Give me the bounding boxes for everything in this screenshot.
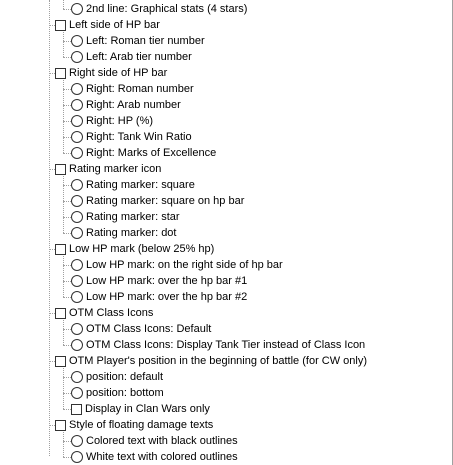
checkbox[interactable] xyxy=(55,244,66,255)
tree-line-group xyxy=(63,80,64,153)
tree-branch xyxy=(63,89,71,90)
item-label: OTM Class Icons: Display Tank Tier instead of Class Icon xyxy=(86,339,366,351)
tree-branch xyxy=(63,9,71,10)
item-label: Rating marker: dot xyxy=(86,227,177,239)
list-item[interactable] xyxy=(55,241,214,257)
tree-branch xyxy=(63,201,71,202)
list-item[interactable] xyxy=(55,161,161,177)
radio-button[interactable] xyxy=(71,371,83,383)
list-item[interactable] xyxy=(55,65,167,81)
list-item[interactable] xyxy=(71,257,283,273)
item-label: Colored text with black outlines xyxy=(86,435,238,447)
checkbox[interactable] xyxy=(55,20,66,31)
item-label: Left side of HP bar xyxy=(69,19,160,31)
tree-branch xyxy=(63,281,71,282)
tree-branch xyxy=(63,265,71,266)
item-label: Right: Marks of Excellence xyxy=(86,147,217,159)
item-label: White text with colored outlines xyxy=(86,451,238,463)
tree-branch xyxy=(63,41,71,42)
list-item[interactable] xyxy=(71,369,163,385)
item-label: Rating marker: square on hp bar xyxy=(86,195,245,207)
list-item[interactable] xyxy=(55,353,367,369)
item-label: Right: Tank Win Ratio xyxy=(86,131,192,143)
radio-button[interactable] xyxy=(71,387,83,399)
checkbox[interactable] xyxy=(55,308,66,319)
tree-line-group xyxy=(63,0,64,9)
radio-button[interactable] xyxy=(71,435,83,447)
radio-button[interactable] xyxy=(71,451,83,463)
radio-button[interactable] xyxy=(71,115,83,127)
list-item[interactable] xyxy=(71,193,244,209)
item-label: position: bottom xyxy=(86,387,164,399)
radio-button[interactable] xyxy=(71,291,83,303)
tree-branch xyxy=(63,457,71,458)
checkbox[interactable] xyxy=(55,68,66,79)
item-label: Rating marker: square xyxy=(86,179,195,191)
list-item[interactable] xyxy=(71,449,238,465)
item-label: position: default xyxy=(86,371,164,383)
list-item[interactable] xyxy=(71,129,192,145)
item-label: 2nd line: Graphical stats (4 stars) xyxy=(86,3,248,15)
list-item[interactable] xyxy=(55,305,153,321)
item-label: Right: Roman number xyxy=(86,83,194,95)
tree-line-root xyxy=(49,0,50,456)
list-item[interactable] xyxy=(71,81,194,97)
tree-branch xyxy=(63,121,71,122)
tree-branch xyxy=(63,377,71,378)
list-item[interactable] xyxy=(71,97,181,113)
radio-button[interactable] xyxy=(71,275,83,287)
item-label: Display in Clan Wars only xyxy=(85,403,210,415)
radio-button[interactable] xyxy=(71,227,83,239)
tree-branch xyxy=(63,57,71,58)
item-label: OTM Player's position in the beginning of battle (for CW only) xyxy=(69,355,368,367)
list-item[interactable] xyxy=(71,433,238,449)
radio-button[interactable] xyxy=(71,259,83,271)
tree-branch xyxy=(63,297,71,298)
item-label: Left: Roman tier number xyxy=(86,35,205,47)
list-item[interactable] xyxy=(71,177,195,193)
tree-branch xyxy=(63,185,71,186)
list-item[interactable] xyxy=(55,417,213,433)
radio-button[interactable] xyxy=(71,323,83,335)
radio-button[interactable] xyxy=(71,3,83,15)
item-label: Style of floating damage texts xyxy=(69,419,214,431)
list-item[interactable] xyxy=(71,321,211,337)
tree-branch xyxy=(63,441,71,442)
list-item[interactable] xyxy=(71,385,164,401)
tree-branch xyxy=(63,233,71,234)
item-label: Left: Arab tier number xyxy=(86,51,192,63)
radio-button[interactable] xyxy=(71,35,83,47)
list-item[interactable] xyxy=(71,401,210,417)
item-label: Low HP mark (below 25% hp) xyxy=(69,243,215,255)
list-item[interactable] xyxy=(71,289,247,305)
radio-button[interactable] xyxy=(71,99,83,111)
item-label: Right: Arab number xyxy=(86,99,181,111)
tree-branch xyxy=(63,137,71,138)
radio-button[interactable] xyxy=(71,195,83,207)
item-label: OTM Class Icons xyxy=(69,307,154,319)
item-label: Right side of HP bar xyxy=(69,67,168,79)
item-label: Right: HP (%) xyxy=(86,115,154,127)
tree-line-group xyxy=(63,320,64,345)
list-item[interactable] xyxy=(71,337,365,353)
tree-branch xyxy=(63,329,71,330)
list-item[interactable] xyxy=(71,49,192,65)
list-item[interactable] xyxy=(71,145,216,161)
item-label: Low HP mark: over the hp bar #1 xyxy=(86,275,248,287)
radio-button[interactable] xyxy=(71,211,83,223)
list-item[interactable] xyxy=(71,273,247,289)
radio-button[interactable] xyxy=(71,83,83,95)
tree-branch xyxy=(63,105,71,106)
radio-button[interactable] xyxy=(71,339,83,351)
checkbox[interactable] xyxy=(55,356,66,367)
list-item[interactable] xyxy=(71,113,153,129)
list-item[interactable] xyxy=(71,1,247,17)
radio-button[interactable] xyxy=(71,147,83,159)
list-item[interactable] xyxy=(71,225,176,241)
checkbox[interactable] xyxy=(55,420,66,431)
list-item[interactable] xyxy=(71,209,180,225)
radio-button[interactable] xyxy=(71,131,83,143)
checkbox[interactable] xyxy=(55,164,66,175)
item-label: Rating marker: star xyxy=(86,211,180,223)
item-label: Low HP mark: over the hp bar #2 xyxy=(86,291,248,303)
tree-branch xyxy=(63,217,71,218)
list-item[interactable] xyxy=(55,17,160,33)
tree-branch xyxy=(63,153,71,154)
checkbox[interactable] xyxy=(71,404,82,415)
list-item[interactable] xyxy=(71,33,205,49)
tree-branch xyxy=(63,409,71,410)
tree-branch xyxy=(63,345,71,346)
item-label: OTM Class Icons: Default xyxy=(86,323,212,335)
tree-line-group xyxy=(63,32,64,57)
tree-line-group xyxy=(63,256,64,297)
radio-button[interactable] xyxy=(71,51,83,63)
radio-button[interactable] xyxy=(71,179,83,191)
tree-branch xyxy=(63,393,71,394)
item-label: Rating marker icon xyxy=(69,163,162,175)
tree-line-group xyxy=(63,432,64,457)
item-label: Low HP mark: on the right side of hp bar xyxy=(86,259,283,271)
tree-line-group xyxy=(63,368,64,409)
